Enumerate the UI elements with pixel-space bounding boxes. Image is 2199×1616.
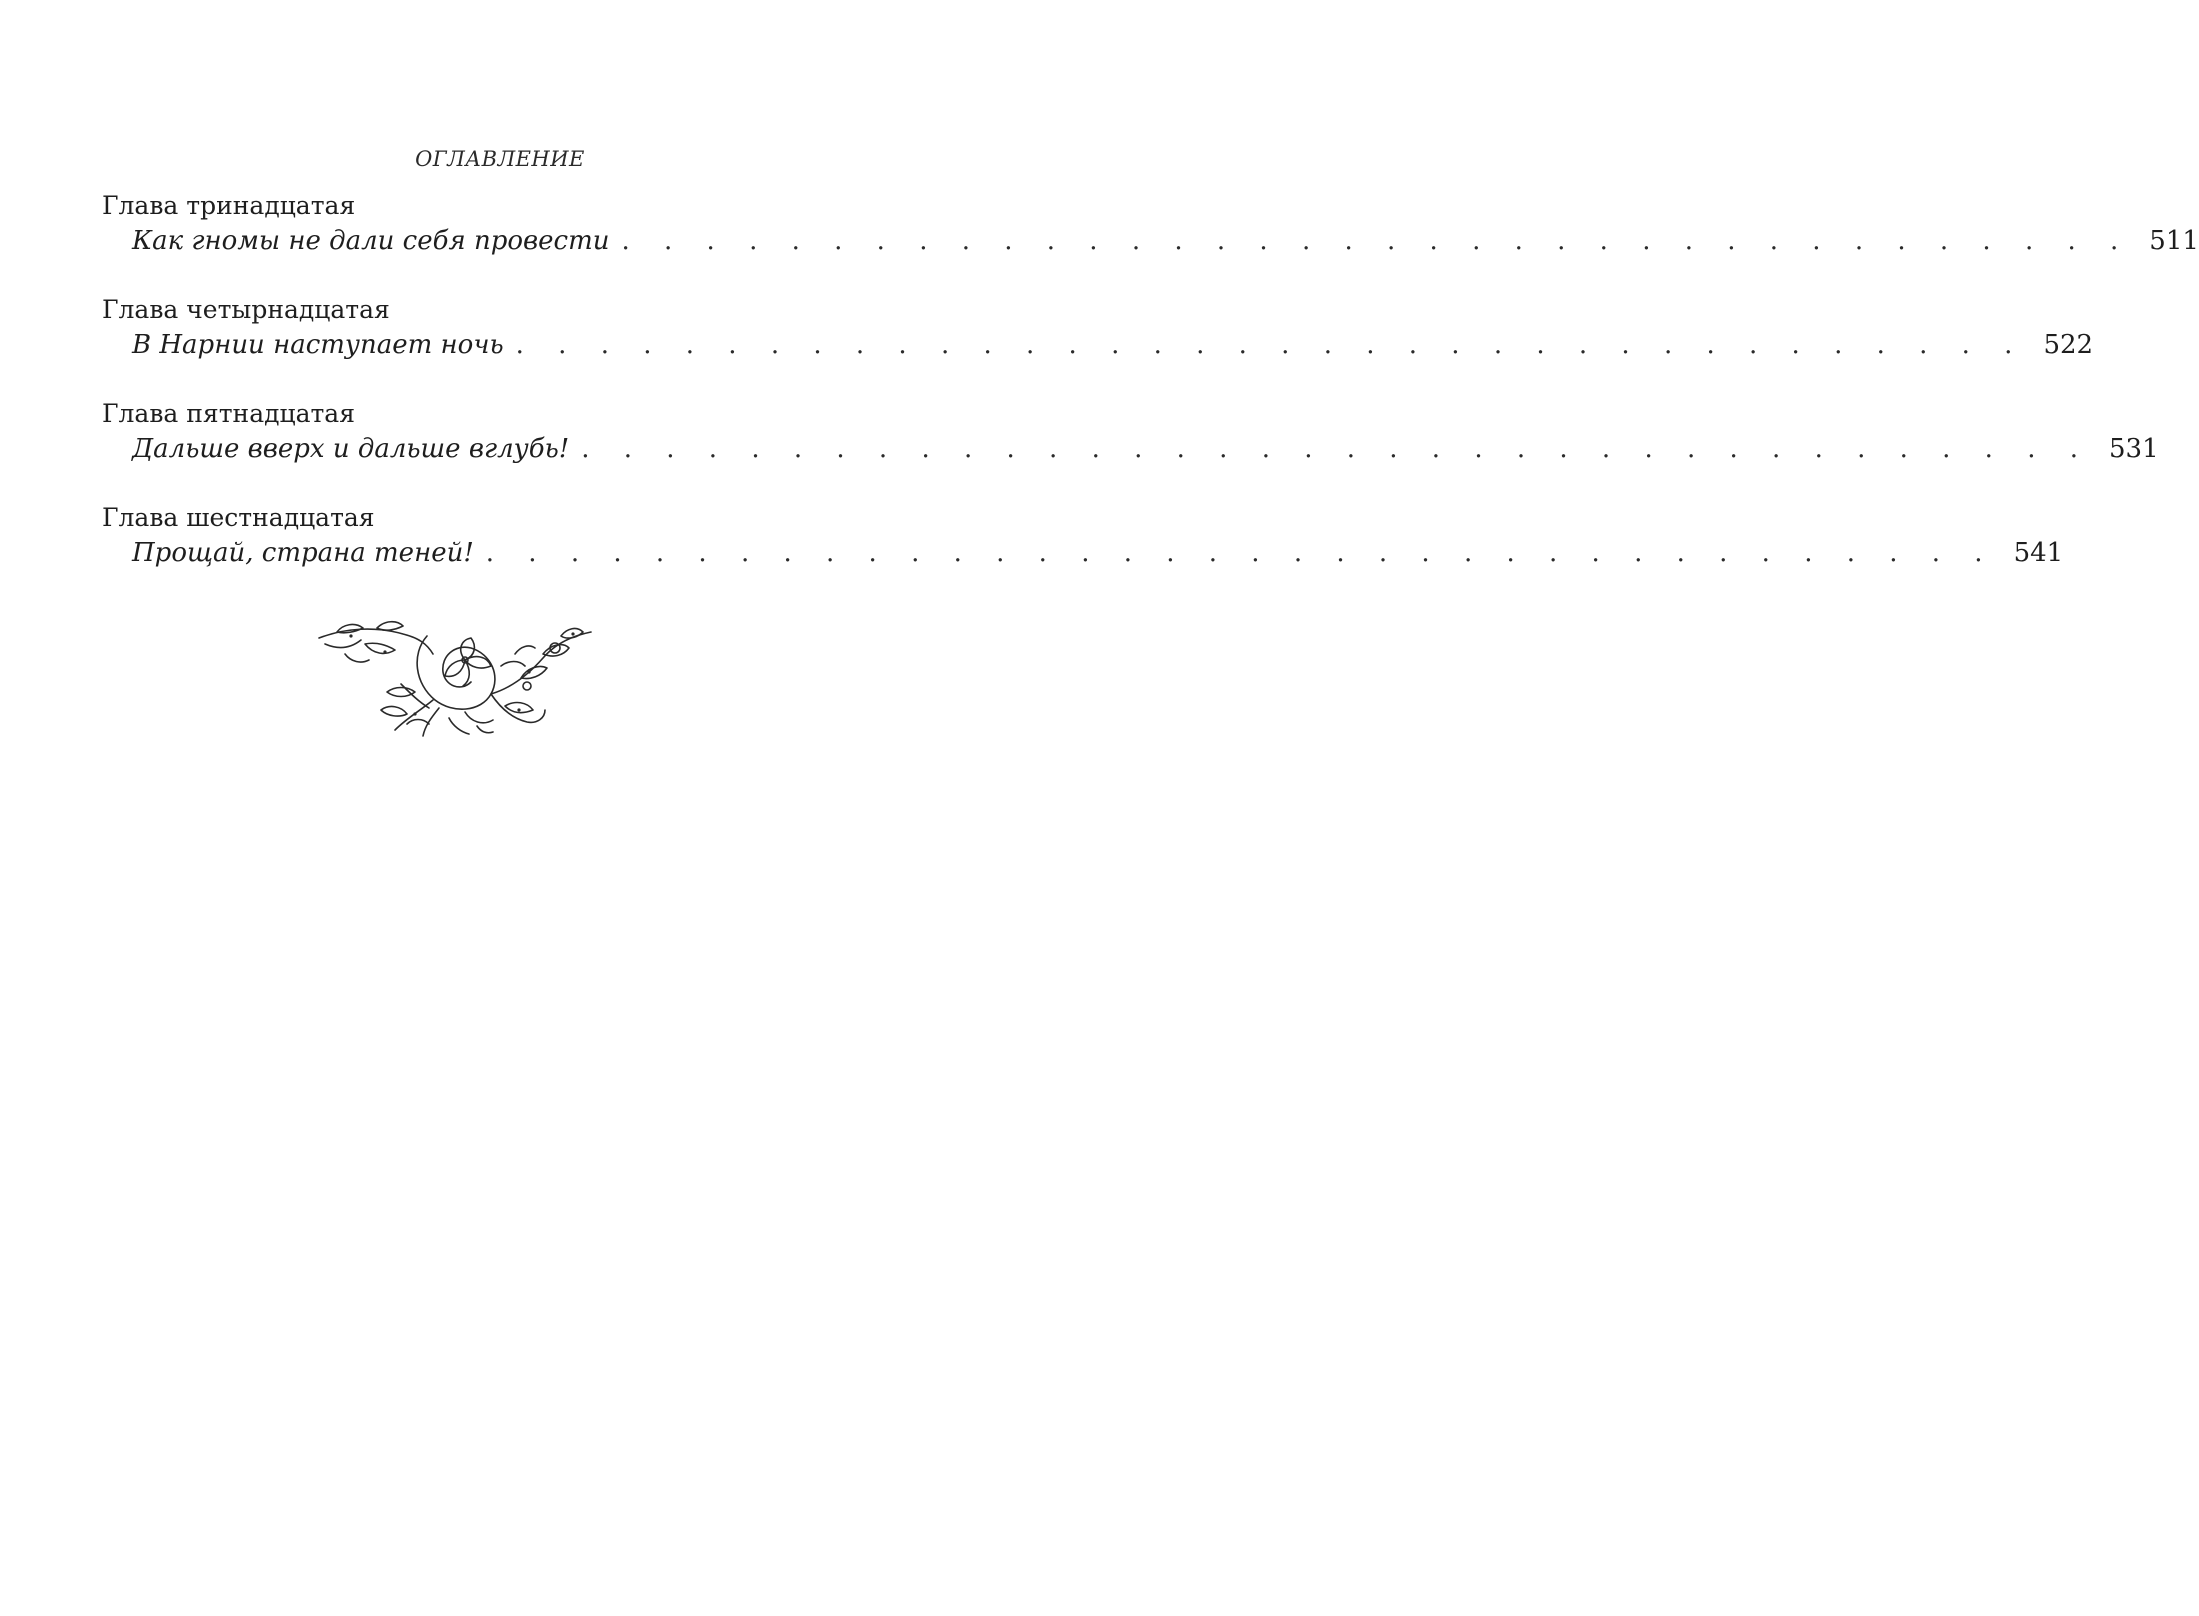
page-number: 522	[2043, 330, 2094, 360]
toc-title-row	[102, 222, 2199, 260]
toc-entry	[102, 502, 2064, 606]
page-number: 531	[2109, 434, 2159, 464]
toc-heading: ОГЛАВЛЕНИЕ	[415, 147, 585, 171]
toc-list	[102, 190, 2199, 606]
chapter-label: Глава пятнадцатая	[102, 399, 355, 428]
floral-vignette-icon	[315, 614, 595, 740]
toc-entry	[102, 190, 2199, 294]
toc-title-row	[102, 534, 2064, 572]
toc-entry	[102, 294, 2094, 398]
chapter-label: Глава тринадцатая	[102, 191, 356, 220]
dot-leader: . . . . . . . . . . . . . . . . . . . . . . . . . . . . . . . . . . . .	[621, 226, 2132, 256]
page-number: 541	[2013, 538, 2064, 568]
chapter-title: В Нарнии наступает ночь	[132, 330, 504, 360]
chapter-label: Глава шестнадцатая	[102, 503, 375, 532]
dot-leader: . . . . . . . . . . . . . . . . . . . . . . . . . . . . . . . . . . . .	[515, 330, 2026, 360]
toc-title-row	[102, 326, 2094, 364]
chapter-label: Глава четырнадцатая	[102, 295, 390, 324]
chapter-title: Как гномы не дали себя провести	[132, 226, 610, 256]
chapter-title: Дальше вверх и дальше вглубь!	[132, 434, 570, 464]
toc-title-row	[102, 430, 2159, 468]
dot-leader: . . . . . . . . . . . . . . . . . . . . . . . . . . . . . . . . . . . .	[485, 538, 1996, 568]
page-number: 511	[2149, 226, 2199, 256]
dot-leader: . . . . . . . . . . . . . . . . . . . . . . . . . . . . . . . . . . . .	[581, 434, 2092, 464]
chapter-title: Прощай, страна теней!	[132, 538, 474, 568]
toc-entry	[102, 398, 2159, 502]
